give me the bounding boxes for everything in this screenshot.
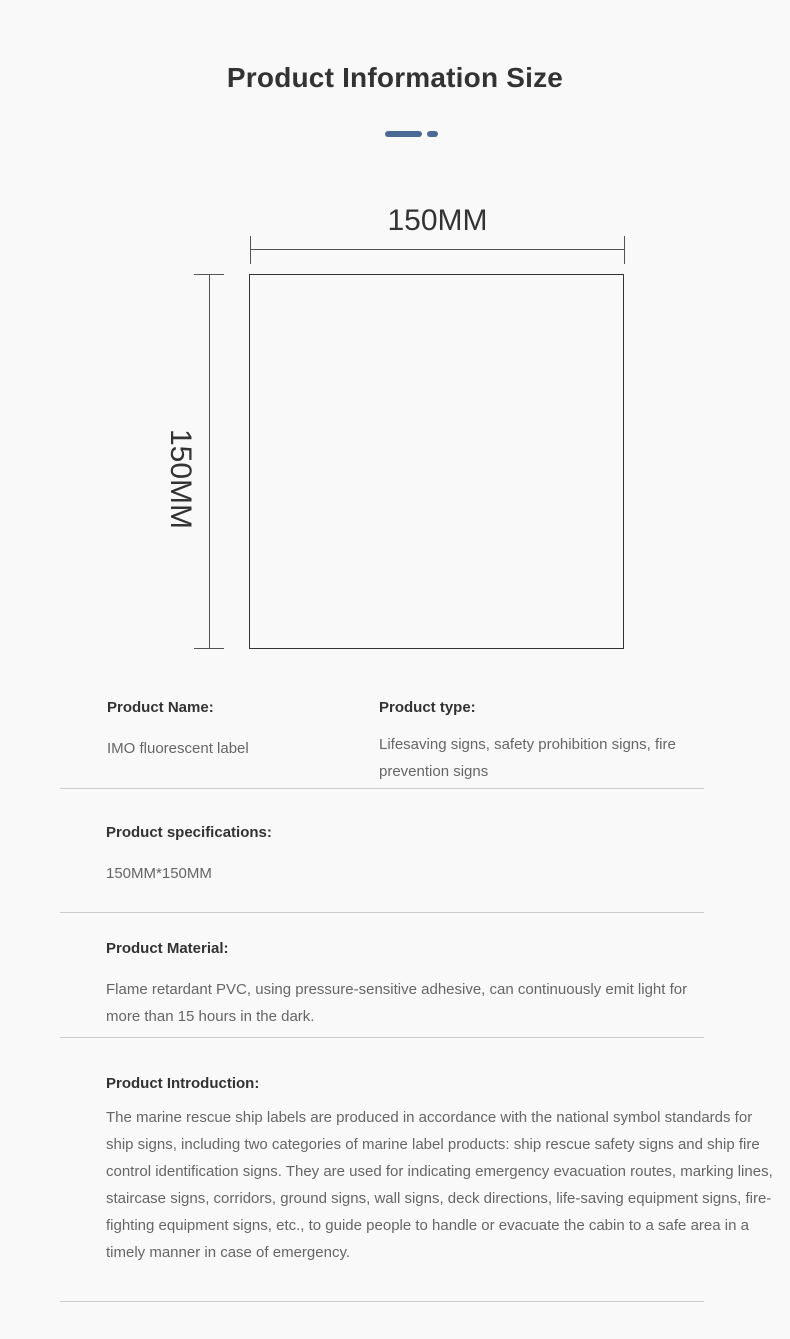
height-dimension-line (209, 274, 210, 649)
height-dimension-label: 150MM (164, 428, 197, 530)
height-dimension-tick-top (194, 274, 224, 275)
product-material-value: Flame retardant PVC, using pressure-sensitive adhesive, can continuously emit light for more than 15 hours in the dark. (106, 981, 688, 1025)
section-divider (60, 1037, 704, 1038)
height-dimension-tick-bottom (194, 648, 224, 649)
section-divider (60, 912, 704, 913)
product-specifications-value: 150MM*150MM (106, 865, 212, 882)
product-introduction-value: The marine rescue ship labels are produced in accordance with the national symbol standards for ship signs, including two categories of marine label products: ship rescue safety signs and ship fire control identification signs. They are used for indicating emergency evacuation routes, marking lines, staircase signs, corridors, ground signs, wall signs, deck directions, life-saving equipment signs, fire-fighting equipment signs, etc., to guide people to handle or evacuate the cabin to a safe area in a timely manner in case of emergency. (106, 1109, 773, 1261)
section-divider (60, 1301, 704, 1302)
width-dimension-tick-right (624, 236, 625, 264)
width-dimension-line (250, 249, 625, 250)
page-title: Product Information Size (226, 62, 564, 93)
product-name-value: IMO fluorescent label (107, 740, 249, 757)
label-outline-square (249, 274, 624, 649)
product-name-label: Product Name: (107, 699, 214, 716)
section-divider (60, 788, 704, 789)
product-material-label: Product Material: (106, 940, 229, 957)
title-accent-dot (427, 131, 438, 137)
product-introduction-label: Product Introduction: (106, 1075, 260, 1092)
width-dimension-label: 150MM (387, 204, 488, 237)
product-type-label: Product type: (379, 699, 476, 716)
product-type-value: Lifesaving signs, safety prohibition signs, fire prevention signs (379, 736, 676, 780)
title-accent-bar (385, 131, 422, 137)
product-specifications-label: Product specifications: (106, 824, 272, 841)
width-dimension-tick-left (250, 236, 251, 264)
